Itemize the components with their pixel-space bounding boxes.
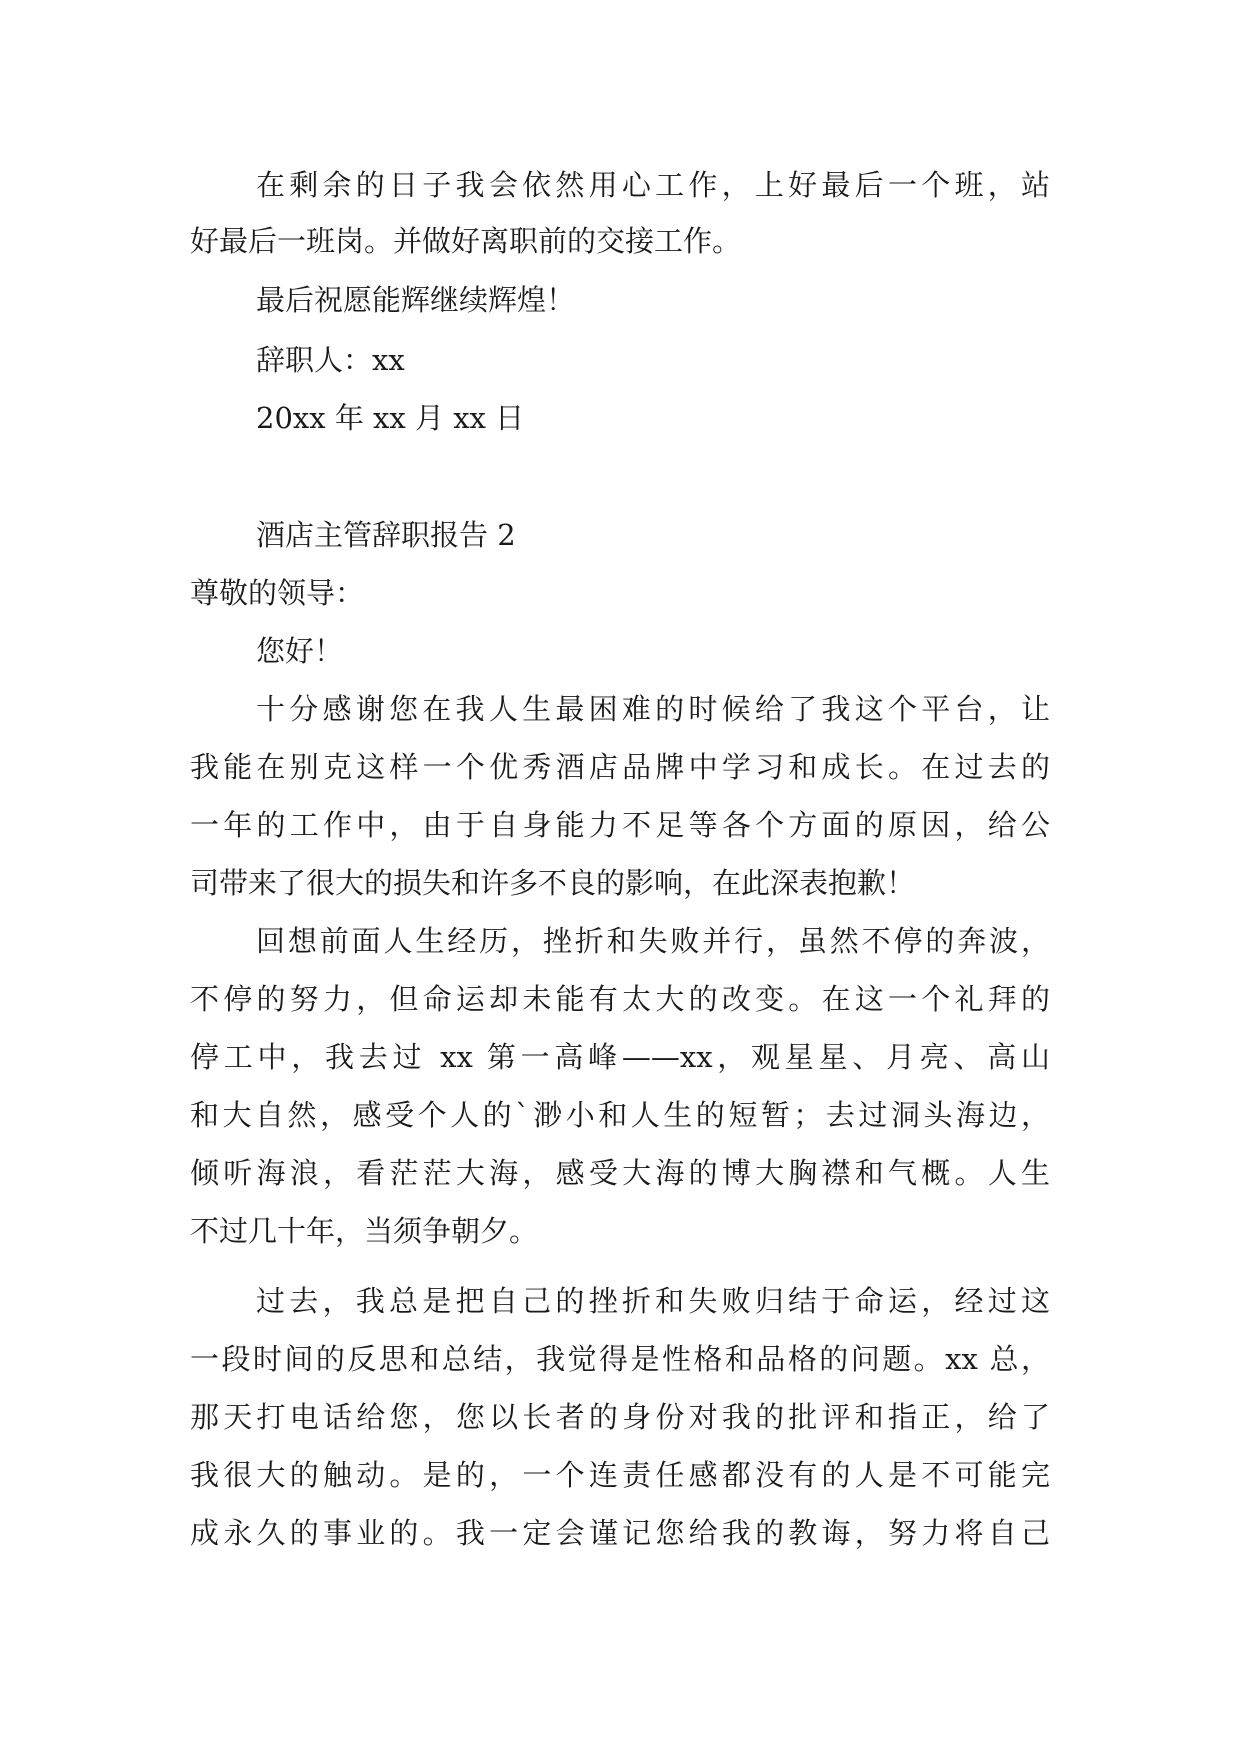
paragraph-line: 一年的工作中，由于自身能力不足等各个方面的原因，给公 [190, 808, 1050, 842]
paragraph-line: 和大自然，感受个人的`渺小和人生的短暂；去过洞头海边， [190, 1098, 1050, 1132]
paragraph-line: 那天打电话给您，您以长者的身份对我的批评和指正，给了 [190, 1400, 1050, 1434]
paragraph-line: 倾听海浪，看茫茫大海，感受大海的博大胸襟和气概。人生 [190, 1156, 1050, 1190]
greeting: 您好！ [256, 634, 344, 668]
paragraph-line: 在剩余的日子我会依然用心工作，上好最后一个班，站 [256, 168, 1050, 202]
paragraph-line: 不过几十年，当须争朝夕。 [190, 1214, 539, 1248]
paragraph-line: 不停的努力，但命运却未能有太大的改变。在这一个礼拜的 [190, 982, 1050, 1016]
document-title: 酒店主管辞职报告 2 [256, 518, 516, 552]
paragraph-line: 过去，我总是把自己的挫折和失败归结于命运，经过这 [256, 1284, 1050, 1318]
paragraph-line: 最后祝愿能辉继续辉煌！ [256, 283, 576, 317]
paragraph-line: 一段时间的反思和总结，我觉得是性格和品格的问题。xx 总， [190, 1342, 1050, 1376]
paragraph-line: 成永久的事业的。我一定会谨记您给我的教诲，努力将自己 [190, 1516, 1050, 1550]
salutation: 尊敬的领导： [190, 576, 365, 610]
date-line: 20xx 年 xx 月 xx 日 [256, 401, 525, 435]
paragraph-line: 司带来了很大的损失和许多不良的影响，在此深表抱歉！ [190, 866, 916, 900]
paragraph-line: 我能在别克这样一个优秀酒店品牌中学习和成长。在过去的 [190, 750, 1050, 784]
paragraph-line: 停工中，我去过 xx 第一高峰——xx，观星星、月亮、高山 [190, 1040, 1050, 1074]
paragraph-line: 好最后一班岗。并做好离职前的交接工作。 [190, 224, 742, 258]
paragraph-line: 我很大的触动。是的，一个连责任感都没有的人是不可能完 [190, 1458, 1050, 1492]
paragraph-line: 回想前面人生经历，挫折和失败并行，虽然不停的奔波， [256, 924, 1050, 958]
signer-line: 辞职人：xx [256, 343, 405, 377]
paragraph-line: 十分感谢您在我人生最困难的时候给了我这个平台，让 [256, 692, 1050, 726]
